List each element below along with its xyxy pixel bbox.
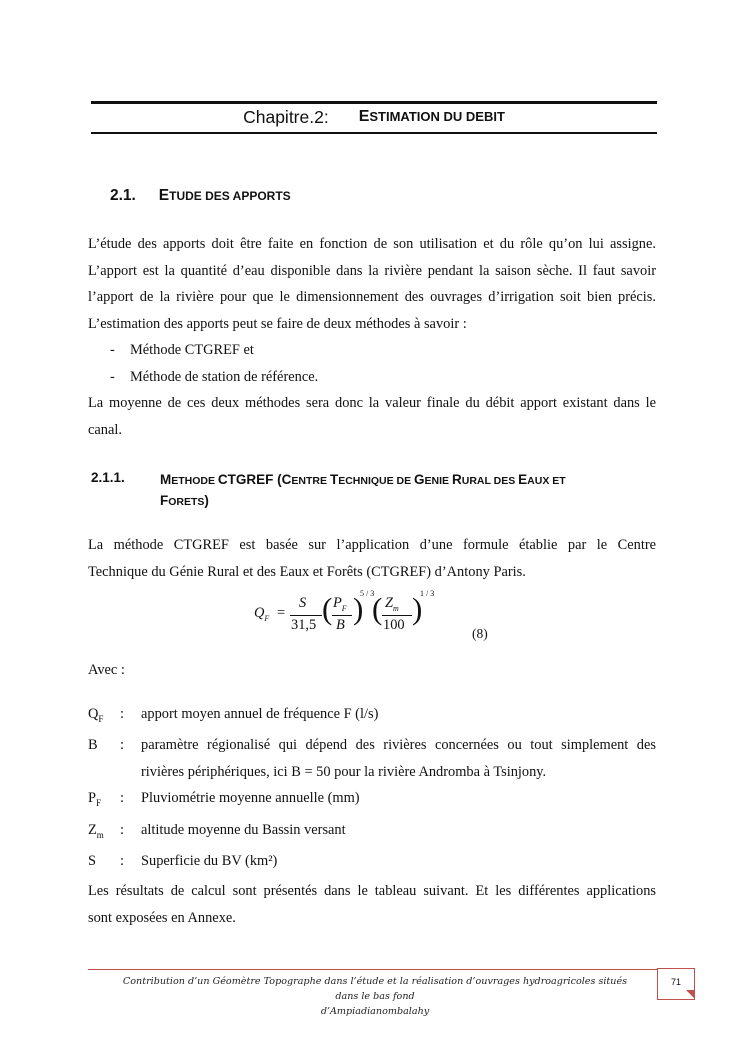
paren-left-icon: ( xyxy=(372,591,383,626)
title-segment: F xyxy=(160,493,169,508)
definition-item xyxy=(88,848,656,875)
title-segment: T xyxy=(329,472,339,487)
definition-symbol: S xyxy=(88,853,97,870)
paren-right-icon: ) xyxy=(353,591,364,626)
intro-paragraph xyxy=(88,231,656,443)
title-segment: M xyxy=(160,472,172,487)
fraction3-denominator: 100 xyxy=(383,617,405,633)
fraction1-bar xyxy=(290,615,322,616)
equation-number: (8) xyxy=(472,626,488,641)
paren-left-icon: ( xyxy=(322,591,333,626)
footer-rule xyxy=(88,969,658,970)
definition-text: apport moyen annuel de fréquence F (l/s) xyxy=(141,706,379,722)
definition-colon: : xyxy=(120,790,124,807)
intro-line: L’étude des apports doit être faite en fonction de son utilisation et du rôle qu’on lui assigne. xyxy=(88,236,656,252)
definition-symbol: B xyxy=(88,737,98,754)
definition-item xyxy=(88,701,656,732)
fraction3-numerator: $Z_m$ xyxy=(385,595,399,613)
chapter-bottom-rule xyxy=(91,132,657,134)
page-number: 71 xyxy=(657,968,695,1000)
paren-right-icon: ) xyxy=(412,591,423,626)
intro-line: L’estimation des apports peut se faire de deux méthodes à savoir : xyxy=(88,315,467,332)
results-line: Les résultats de calcul sont présentés dans le tableau suivant. Et les différentes applications xyxy=(88,883,656,899)
fraction3-bar xyxy=(382,615,412,616)
subsection-title xyxy=(160,470,660,512)
bullet-item: - Méthode CTGREF et xyxy=(110,342,254,358)
avec-label: Avec : xyxy=(88,662,125,678)
definition-text: altitude moyenne du Bassin versant xyxy=(141,821,346,838)
title-segment: ) xyxy=(204,493,209,508)
definition-text: paramètre régionalisé qui dépend des rivières concernées ou tout simplement des rivières périphériques, ici B = 50 pour la rivière Andromba à Tsinjony. xyxy=(141,737,656,780)
fraction2-numerator: $P_F$ xyxy=(333,595,347,613)
subsection-title-line xyxy=(160,491,660,512)
title-segment: ENTRE xyxy=(291,475,330,487)
fraction2-bar xyxy=(332,615,352,616)
definition-colon: : xyxy=(120,737,124,754)
section-heading xyxy=(110,187,291,205)
definition-symbol: $Z_m$ xyxy=(88,821,104,840)
title-segment: ORETS xyxy=(168,496,205,508)
bullet-item: - Méthode de station de référence. xyxy=(110,368,319,385)
definition-item xyxy=(88,785,656,816)
intro-line: canal. xyxy=(88,421,122,438)
definition-item xyxy=(88,732,656,785)
section-title: ETUDE DES APPORTS xyxy=(158,187,291,204)
definition-symbol: $Q_F$ xyxy=(88,706,104,724)
definition-symbol: $P_F$ xyxy=(88,790,102,809)
title-segment: ENIE xyxy=(424,475,452,487)
definition-colon: : xyxy=(120,821,124,838)
formula-equals: = xyxy=(277,605,286,621)
chapter-label: Chapitre.2: xyxy=(243,106,329,127)
fraction3-exponent: 1 / 3 xyxy=(420,589,435,598)
method-paragraph xyxy=(88,532,656,585)
fraction1-numerator: S xyxy=(299,595,307,611)
page-fold-icon xyxy=(686,990,695,999)
definition-text: Pluviométrie moyenne annuelle (mm) xyxy=(141,790,360,807)
subsection-number: 2.1.1. xyxy=(91,470,125,485)
intro-line: L’apport est la quantité d’eau disponible dans la rivière pendant la saison sèche. Il faut savoir xyxy=(88,262,656,279)
results-line: sont exposées en Annexe. xyxy=(88,909,236,926)
fraction2-exponent: 5 / 3 xyxy=(360,589,375,598)
definition-text: Superficie du BV (km²) xyxy=(141,853,278,870)
section-number: 2.1. xyxy=(110,187,136,204)
title-segment: E xyxy=(518,472,528,487)
subsection-title-line xyxy=(160,470,660,491)
title-segment: G xyxy=(414,472,425,487)
title-segment: ECHNIQUE DE xyxy=(338,475,415,487)
definition-colon: : xyxy=(120,853,124,870)
method-line: La méthode CTGREF est basée sur l’application d’une formule établie par le Centre xyxy=(88,537,656,553)
fraction2-denominator: B xyxy=(336,617,345,633)
title-segment: CTGREF (C xyxy=(217,472,292,487)
title-segment: URAL DES xyxy=(461,475,519,487)
ctgref-formula xyxy=(252,590,442,640)
fraction1-denominator: 31,5 xyxy=(291,617,317,633)
method-line: Technique du Génie Rural et des Eaux et Forêts (CTGREF) d’Antony Paris. xyxy=(88,563,526,580)
formula-lhs: $Q_F$ xyxy=(254,605,270,623)
chapter-title: ESTIMATION DU DEBIT xyxy=(358,108,505,125)
definition-colon: : xyxy=(120,706,124,722)
definition-item xyxy=(88,817,656,848)
intro-line: La moyenne de ces deux méthodes sera donc la valeur finale du débit apport existant dans le xyxy=(88,395,656,411)
title-segment: ETHODE xyxy=(171,475,218,487)
definitions-list xyxy=(88,701,656,875)
chapter-heading xyxy=(91,104,657,130)
intro-line: l’apport de la rivière pour que le dimensionnement des ouvrages d’irrigation soit bien précis. xyxy=(88,289,656,305)
title-segment: AUX ET xyxy=(527,475,566,487)
title-segment: R xyxy=(451,472,462,487)
results-paragraph xyxy=(88,878,656,931)
footer-text: Contribution d’un Géomètre Topographe dans l’étude et la réalisation d’ouvrages hydroagricoles situés dans le bas fond d’Ampiadianombalahy xyxy=(122,976,628,1017)
